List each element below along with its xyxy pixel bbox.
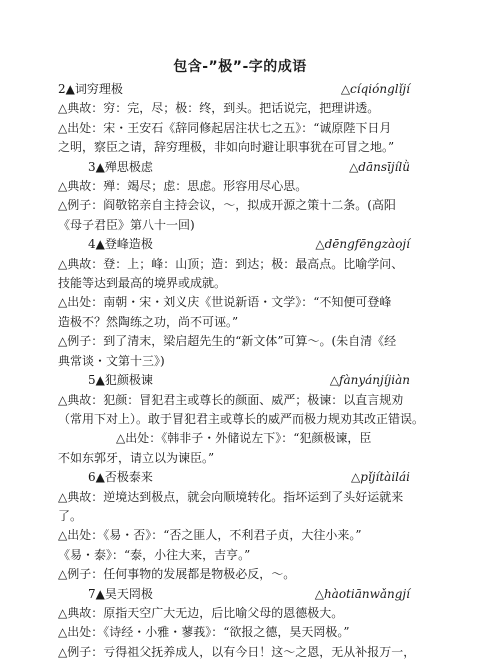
text-line: 之明，察臣之请，辞穷理极，非如向时避让职事犹在可冒之地。” xyxy=(58,140,395,155)
text-line: 《易・泰》：“泰，小往大来，吉亨。” xyxy=(58,547,251,562)
text-line: 了。 xyxy=(58,508,83,523)
idiom-name: 6▲否极泰来 xyxy=(88,470,153,485)
idiom-heading xyxy=(58,585,468,604)
text-line: △例子：亏得祖父抚养成人，以有今日！这～之恩，无从补报万一， xyxy=(58,644,416,659)
idiom-pinyin: △hàotiānwǎngjí xyxy=(314,586,410,601)
text-line: 典常谈・文第十三》) xyxy=(58,353,165,368)
idiom-list xyxy=(58,80,468,662)
text-line: △典故：殚：竭尽；虑：思虑。形容用尽心思。 xyxy=(58,179,308,194)
idiom-pinyin: △fànyánjíjiàn xyxy=(329,373,410,388)
text-line: 《母子君臣》第八十一回) xyxy=(58,217,195,232)
text-line: △典故：登：上；峰：山顶；造：到达；极：最高点。比喻学问、 xyxy=(58,256,404,271)
text-line: △典故：犯颜：冒犯君主或尊长的颜面、威严；极谏：以直言规劝 xyxy=(58,392,404,407)
text-line: 造极不？然陶练之功，尚不可诬。” xyxy=(58,314,239,329)
idiom-heading xyxy=(58,158,468,177)
text-line: △典故：逆境达到极点，就会向顺境转化。指坏运到了头好运就来 xyxy=(58,489,404,504)
idiom-pinyin: △cíqiónglǐjí xyxy=(340,82,410,96)
idiom-pinyin: △dānsījílǜ xyxy=(349,159,410,174)
text-line: 不如东郭牙，请立以为谏臣。” xyxy=(58,450,215,465)
text-line: △典故：原指天空广大无边，后比喻父母的恩德极大。 xyxy=(58,605,344,620)
idiom-pinyin: △dēngfēngzàojí xyxy=(315,237,410,252)
idiom-name: 3▲殚思极虑 xyxy=(88,159,153,174)
text-line: △出处：宋・王安石《辞同修起居注状七之五》：“诚原陛下日月 xyxy=(58,120,392,135)
idiom-name: 2▲词穷理极 xyxy=(58,82,123,96)
text-line: （常用下对上）。敢于冒犯君主或尊长的威严而极力规劝其改正错误。 xyxy=(58,411,425,426)
text-line: △出处：《易・否》：“否之匪人，不利君子贞，大往小来。” xyxy=(58,528,362,543)
idiom-heading xyxy=(58,468,468,487)
text-line: △典故：穷：完，尽；极：终，到头。把话说完，把理讲透。 xyxy=(58,101,380,116)
idiom-name: 4▲登峰造极 xyxy=(88,237,153,252)
idiom-name: 7▲昊天罔极 xyxy=(88,586,153,601)
idiom-pinyin: △pǐjítàilái xyxy=(351,470,410,485)
text-line: 技能等达到最高的境界或成就。 xyxy=(58,276,227,291)
text-line: △出处：《韩非子・外储说左下》：“犯颜极谏，臣 xyxy=(116,431,372,446)
idiom-heading xyxy=(58,80,468,99)
text-line: △出处：《诗经・小雅・蓼莪》：“欲报之德，昊天罔极。” xyxy=(58,625,350,640)
idiom-heading xyxy=(58,235,468,254)
idiom-heading xyxy=(58,371,468,390)
text-line: △例子：任何事物的发展都是物极必反，～。 xyxy=(58,567,296,582)
page-title: 包含-”极”-字的成语 xyxy=(173,59,307,75)
idiom-name: 5▲犯颜极谏 xyxy=(88,373,153,388)
text-line: △例子：到了清末，梁启超先生的“新文体”可算～。(朱自清《经 xyxy=(58,334,397,349)
text-line: △出处：南朝・宋・刘义庆《世说新语・文学》：“不知便可登峰 xyxy=(58,295,392,310)
text-line: △例子：阎敬铭亲自主持会议，～，拟成开源之策十二条。(高阳 xyxy=(58,198,396,213)
